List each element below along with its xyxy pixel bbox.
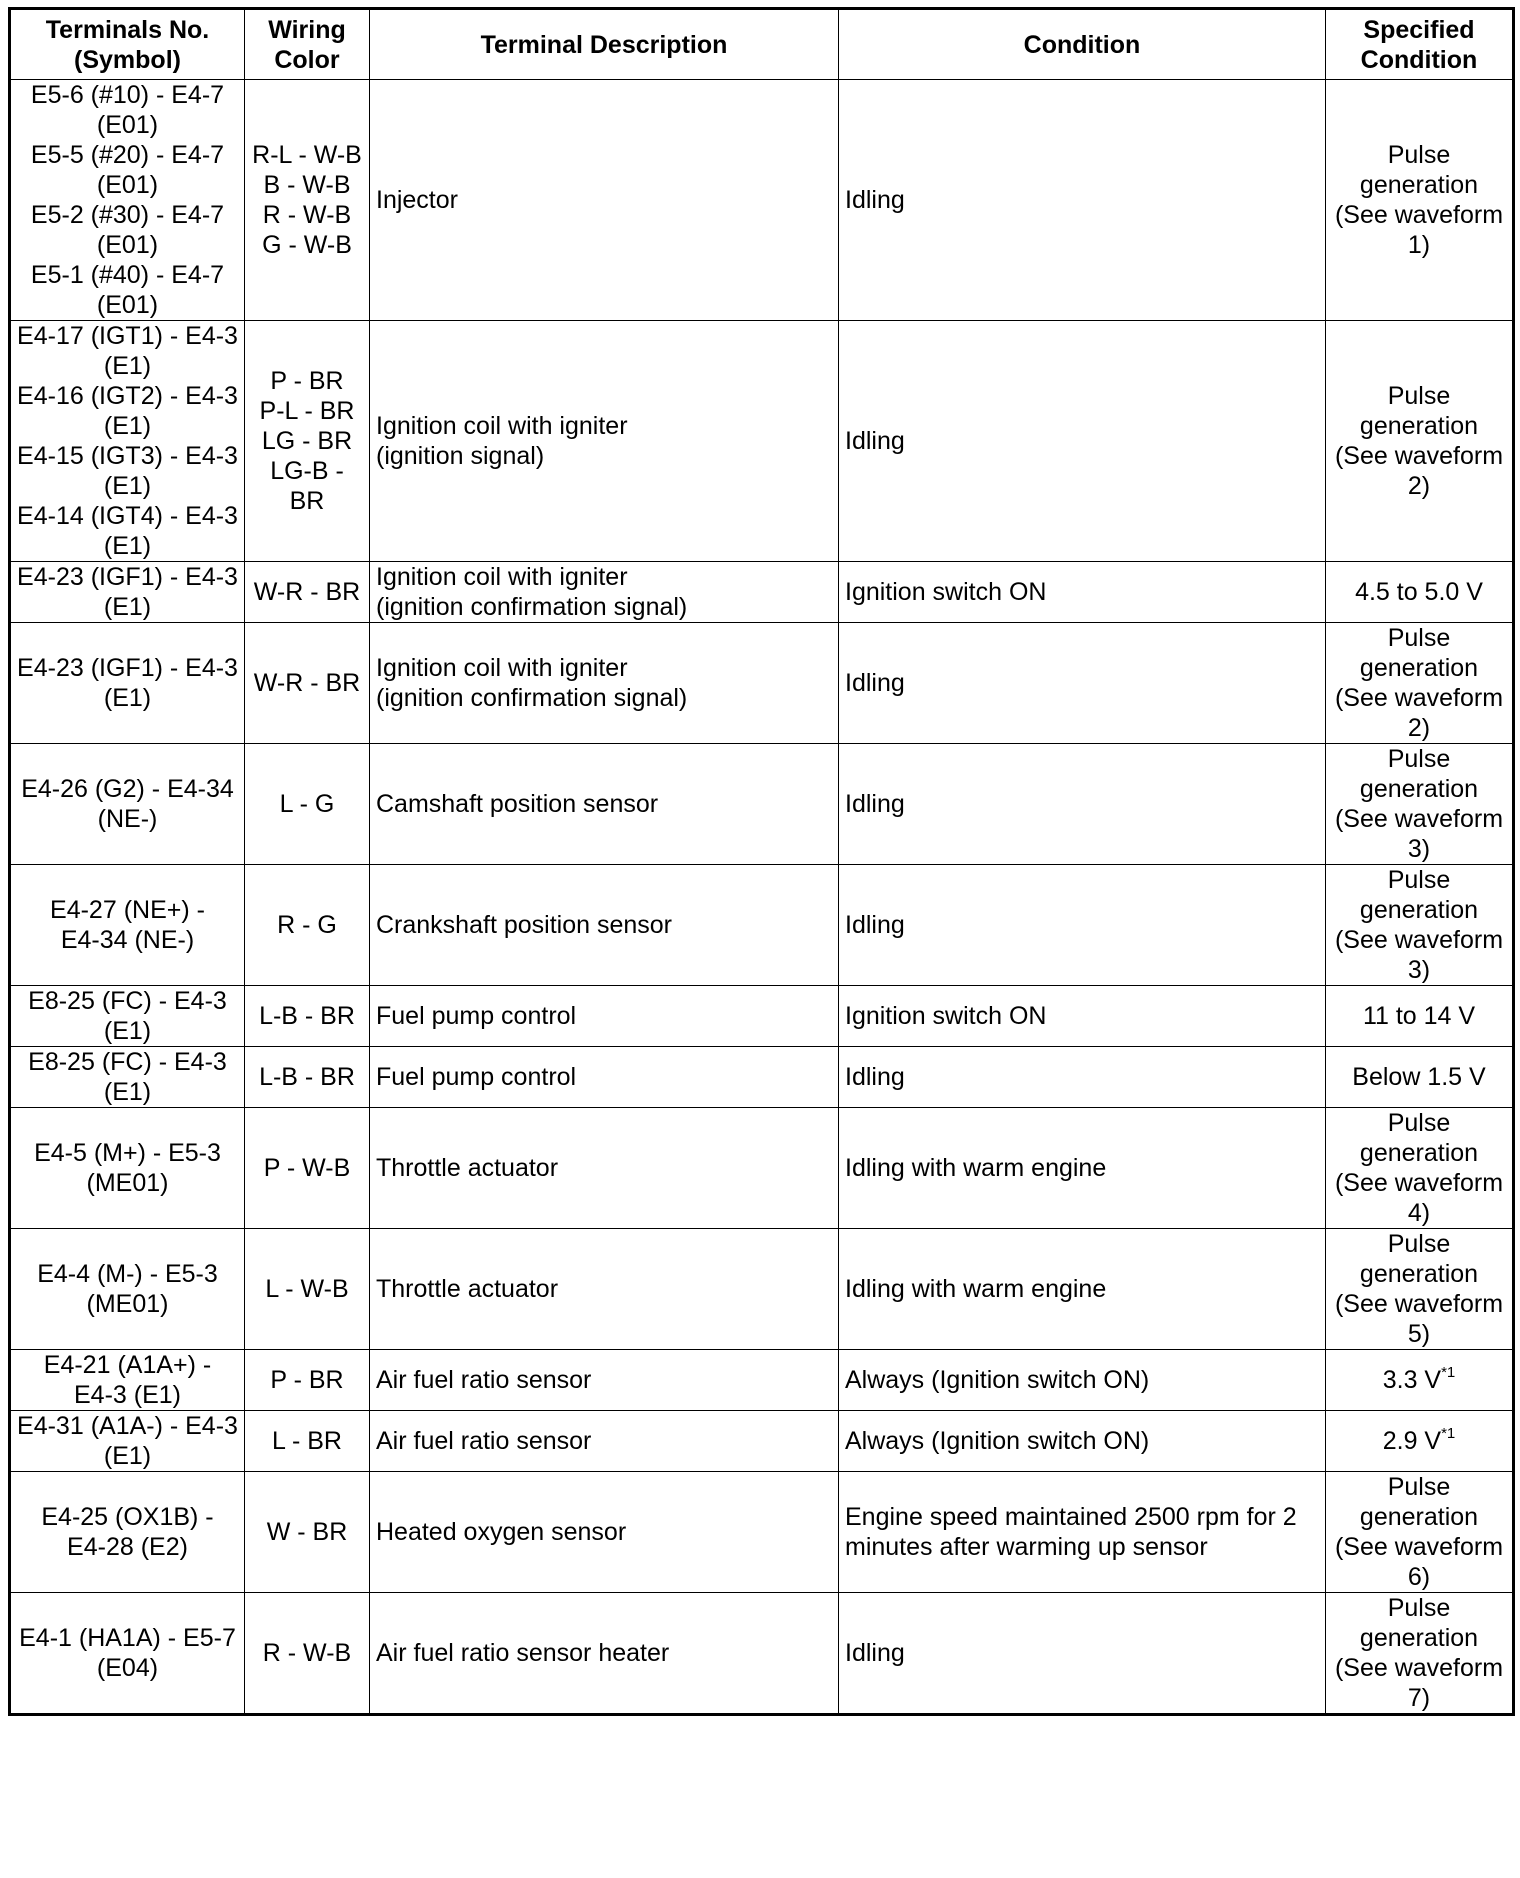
terminal-line: (E1) xyxy=(103,1078,152,1106)
condition-cell xyxy=(839,1108,1326,1229)
table-row xyxy=(10,1350,1514,1411)
description-line: Throttle actuator xyxy=(376,1275,559,1303)
condition-cell xyxy=(839,744,1326,865)
table-body xyxy=(10,80,1514,1715)
terminal-line: E4-21 (A1A+) - xyxy=(43,1351,212,1379)
specified-condition-cell xyxy=(1326,865,1514,986)
condition-cell xyxy=(839,865,1326,986)
specified-condition-cell xyxy=(1326,1593,1514,1715)
spec-value-with-note xyxy=(1332,1426,1506,1456)
wiring-color-cell xyxy=(245,562,370,623)
description-cell xyxy=(370,1229,839,1350)
wiring-color-line: R - W-B xyxy=(262,201,352,229)
table-row xyxy=(10,986,1514,1047)
terminal-line: E4-3 (E1) xyxy=(74,1381,181,1409)
specified-condition-line: 1) xyxy=(1407,231,1431,259)
description-line: (ignition signal) xyxy=(376,442,545,470)
specified-condition-line: (See waveform xyxy=(1334,1169,1504,1197)
specified-condition-line: (See waveform xyxy=(1334,1654,1504,1682)
table-row xyxy=(10,1411,1514,1472)
description-cell xyxy=(370,1350,839,1411)
condition-cell xyxy=(839,623,1326,744)
wiring-color-line: G - W-B xyxy=(262,231,352,259)
terminal-line: (E1) xyxy=(103,352,152,380)
terminal-line: E4-28 (E2) xyxy=(67,1533,188,1561)
specified-condition-line: generation xyxy=(1359,1624,1479,1652)
wiring-color-line: W - BR xyxy=(266,1518,348,1546)
terminal-cell xyxy=(10,623,245,744)
specified-condition-cell xyxy=(1326,986,1514,1047)
header-wiring-color xyxy=(245,9,370,80)
terminal-line: (E1) xyxy=(103,412,152,440)
description-cell xyxy=(370,1108,839,1229)
header-specified-condition xyxy=(1326,9,1514,80)
specified-condition-line: generation xyxy=(1359,896,1479,924)
table-row xyxy=(10,865,1514,986)
wiring-color-cell xyxy=(245,1047,370,1108)
specified-condition-line: Pulse xyxy=(1387,866,1451,894)
condition-line: Engine speed maintained 2500 rpm for 2 xyxy=(845,1503,1297,1531)
wiring-color-line: L-B - BR xyxy=(259,1002,355,1030)
description-cell xyxy=(370,321,839,562)
description-line: Ignition coil with igniter xyxy=(376,412,628,440)
specified-condition-line: (See waveform xyxy=(1334,201,1504,229)
terminal-cell xyxy=(10,1108,245,1229)
description-line: Air fuel ratio sensor xyxy=(376,1366,592,1394)
wiring-color-cell xyxy=(245,865,370,986)
wiring-color-line: LG-B - xyxy=(270,457,344,485)
terminal-cell xyxy=(10,80,245,321)
terminal-cell xyxy=(10,1350,245,1411)
wiring-color-line: L - W-B xyxy=(265,1275,349,1303)
description-cell xyxy=(370,562,839,623)
wiring-color-cell xyxy=(245,80,370,321)
terminal-spec-table xyxy=(8,7,1515,1716)
table-row xyxy=(10,1108,1514,1229)
terminal-line: (E01) xyxy=(96,291,159,319)
table-row xyxy=(10,562,1514,623)
table-row xyxy=(10,321,1514,562)
terminal-line: (E01) xyxy=(96,231,159,259)
specified-condition-line: 11 to 14 V xyxy=(1362,1002,1476,1030)
condition-cell xyxy=(839,1411,1326,1472)
wiring-color-cell xyxy=(245,1229,370,1350)
terminal-line: (ME01) xyxy=(86,1169,169,1197)
terminal-cell xyxy=(10,562,245,623)
header-wiring-line2: Color xyxy=(274,45,340,74)
terminal-line: E4-34 (NE-) xyxy=(60,926,195,954)
description-line: Fuel pump control xyxy=(376,1063,577,1091)
specified-condition-line: 4.5 to 5.0 V xyxy=(1355,578,1483,606)
condition-line: Always (Ignition switch ON) xyxy=(845,1366,1150,1394)
terminal-line: E4-1 (HA1A) - E5-7 xyxy=(19,1624,236,1652)
specified-condition-cell xyxy=(1326,1472,1514,1593)
specified-condition-line: (See waveform xyxy=(1334,442,1504,470)
specified-condition-line: Below 1.5 V xyxy=(1352,1063,1486,1091)
specified-condition-line: generation xyxy=(1359,775,1479,803)
wiring-color-line: R - G xyxy=(277,911,337,939)
description-line: Air fuel ratio sensor heater xyxy=(376,1639,670,1667)
specified-condition-line: Pulse xyxy=(1387,1473,1451,1501)
description-cell xyxy=(370,986,839,1047)
specified-condition-cell xyxy=(1326,1229,1514,1350)
table-row xyxy=(10,1472,1514,1593)
header-spec-line1: Specified xyxy=(1363,15,1475,44)
wiring-color-cell xyxy=(245,1411,370,1472)
wiring-color-cell xyxy=(245,1108,370,1229)
spec-value-with-note xyxy=(1332,1365,1506,1395)
wiring-color-line: W-R - BR xyxy=(253,578,361,606)
condition-line: Idling xyxy=(845,669,905,697)
wiring-color-line: R - W-B xyxy=(262,1639,352,1667)
specified-condition-line: Pulse xyxy=(1387,1230,1451,1258)
specified-condition-line: Pulse xyxy=(1387,1109,1451,1137)
condition-cell xyxy=(839,1047,1326,1108)
wiring-color-line: BR xyxy=(289,487,325,515)
specified-condition-line: 7) xyxy=(1407,1684,1431,1712)
specified-condition-line: generation xyxy=(1359,1260,1479,1288)
terminal-line: E5-2 (#30) - E4-7 xyxy=(30,201,225,229)
specified-condition-line: 3) xyxy=(1407,835,1431,863)
specified-condition-line: 2) xyxy=(1407,472,1431,500)
wiring-color-cell xyxy=(245,1472,370,1593)
table-row xyxy=(10,623,1514,744)
header-terminals-line1: Terminals No. xyxy=(45,15,210,44)
terminal-line: E4-23 (IGF1) - E4-3 xyxy=(17,563,238,591)
specified-condition-cell xyxy=(1326,1411,1514,1472)
wiring-color-cell xyxy=(245,1350,370,1411)
specified-condition-line: (See waveform xyxy=(1334,684,1504,712)
condition-line: Ignition switch ON xyxy=(845,1002,1047,1030)
wiring-color-line: L-B - BR xyxy=(259,1063,355,1091)
specified-condition-line: 3.3 V xyxy=(1382,1366,1442,1394)
table-row xyxy=(10,80,1514,321)
description-cell xyxy=(370,623,839,744)
specified-condition-line: 3) xyxy=(1407,956,1431,984)
wiring-color-line: W-R - BR xyxy=(253,669,361,697)
terminal-cell xyxy=(10,986,245,1047)
description-line: Ignition coil with igniter xyxy=(376,563,628,591)
condition-line: Idling xyxy=(845,186,905,214)
wiring-color-cell xyxy=(245,986,370,1047)
terminal-line: E4-5 (M+) - E5-3 xyxy=(34,1139,221,1167)
specified-condition-cell xyxy=(1326,623,1514,744)
terminal-line: (E01) xyxy=(96,111,159,139)
specified-condition-line: Pulse xyxy=(1387,141,1451,169)
condition-cell xyxy=(839,986,1326,1047)
description-line: Air fuel ratio sensor xyxy=(376,1427,592,1455)
terminal-line: (NE-) xyxy=(97,805,158,833)
specified-condition-line: (See waveform xyxy=(1334,1533,1504,1561)
terminal-line: E4-4 (M-) - E5-3 xyxy=(37,1260,218,1288)
specified-condition-line: generation xyxy=(1359,171,1479,199)
specified-condition-line: generation xyxy=(1359,412,1479,440)
specified-condition-line: Pulse xyxy=(1387,1594,1451,1622)
condition-line: Idling with warm engine xyxy=(845,1275,1107,1303)
terminal-line: (E1) xyxy=(103,684,152,712)
wiring-color-line: L - G xyxy=(279,790,335,818)
terminal-line: (E1) xyxy=(103,593,152,621)
condition-cell xyxy=(839,562,1326,623)
condition-line: Idling xyxy=(845,1639,905,1667)
terminal-line: E4-16 (IGT2) - E4-3 xyxy=(17,382,238,410)
footnote-marker: *1 xyxy=(1441,1425,1456,1442)
specified-condition-line: 5) xyxy=(1407,1320,1431,1348)
description-cell xyxy=(370,1472,839,1593)
terminal-cell xyxy=(10,1472,245,1593)
header-terminals-line2: (Symbol) xyxy=(74,45,181,74)
specified-condition-cell xyxy=(1326,321,1514,562)
specified-condition-line: (See waveform xyxy=(1334,805,1504,833)
condition-line: Idling xyxy=(845,790,905,818)
specified-condition-line: 6) xyxy=(1407,1563,1431,1591)
condition-cell xyxy=(839,321,1326,562)
terminal-line: (E1) xyxy=(103,1017,152,1045)
description-line: Injector xyxy=(376,186,458,214)
terminal-cell xyxy=(10,865,245,986)
wiring-color-line: LG - BR xyxy=(261,427,353,455)
description-line: Ignition coil with igniter xyxy=(376,654,628,682)
specified-condition-line: 2.9 V xyxy=(1382,1427,1442,1455)
terminal-line: E5-5 (#20) - E4-7 xyxy=(30,141,225,169)
specified-condition-line: Pulse xyxy=(1387,382,1451,410)
condition-cell xyxy=(839,1229,1326,1350)
terminal-line: (ME01) xyxy=(86,1290,169,1318)
header-terminal-description: Terminal Description xyxy=(370,9,839,80)
specified-condition-cell xyxy=(1326,1047,1514,1108)
terminal-line: (E1) xyxy=(103,472,152,500)
terminal-line: E8-25 (FC) - E4-3 xyxy=(28,1048,227,1076)
condition-line: Idling xyxy=(845,911,905,939)
specified-condition-cell xyxy=(1326,1108,1514,1229)
description-cell xyxy=(370,865,839,986)
description-line: Camshaft position sensor xyxy=(376,790,659,818)
terminal-line: E4-25 (OX1B) - xyxy=(41,1503,214,1531)
terminal-line: (E04) xyxy=(96,1654,159,1682)
wiring-color-line: P - BR xyxy=(270,1366,344,1394)
condition-cell xyxy=(839,1350,1326,1411)
terminal-cell xyxy=(10,1411,245,1472)
condition-line: Idling xyxy=(845,1063,905,1091)
description-line: Crankshaft position sensor xyxy=(376,911,672,939)
wiring-color-line: R-L - W-B xyxy=(252,141,362,169)
terminal-line: E4-27 (NE+) - xyxy=(50,896,205,924)
specified-condition-line: generation xyxy=(1359,654,1479,682)
terminal-cell xyxy=(10,321,245,562)
terminal-cell xyxy=(10,1229,245,1350)
terminal-line: E5-6 (#10) - E4-7 xyxy=(30,81,225,109)
terminal-line: E4-17 (IGT1) - E4-3 xyxy=(17,322,238,350)
terminal-line: E4-31 (A1A-) - E4-3 xyxy=(17,1412,238,1440)
terminal-line: E4-14 (IGT4) - E4-3 xyxy=(17,502,238,530)
condition-line: Ignition switch ON xyxy=(845,578,1047,606)
terminal-line: E4-26 (G2) - E4-34 xyxy=(21,775,234,803)
description-line: Heated oxygen sensor xyxy=(376,1518,627,1546)
wiring-color-cell xyxy=(245,1593,370,1715)
description-line: Throttle actuator xyxy=(376,1154,559,1182)
terminal-line: E4-15 (IGT3) - E4-3 xyxy=(17,442,238,470)
terminal-line: (E1) xyxy=(103,1442,152,1470)
condition-cell xyxy=(839,80,1326,321)
description-cell xyxy=(370,1411,839,1472)
description-line: (ignition confirmation signal) xyxy=(376,684,688,712)
wiring-color-cell xyxy=(245,623,370,744)
wiring-color-line: P - W-B xyxy=(263,1154,351,1182)
terminal-cell xyxy=(10,1593,245,1715)
header-condition: Condition xyxy=(839,9,1326,80)
specified-condition-line: Pulse xyxy=(1387,624,1451,652)
description-cell xyxy=(370,1593,839,1715)
condition-line: Always (Ignition switch ON) xyxy=(845,1427,1150,1455)
specified-condition-cell xyxy=(1326,1350,1514,1411)
specified-condition-line: Pulse xyxy=(1387,745,1451,773)
description-line: Fuel pump control xyxy=(376,1002,577,1030)
specified-condition-line: 2) xyxy=(1407,714,1431,742)
description-line: (ignition confirmation signal) xyxy=(376,593,688,621)
specified-condition-line: generation xyxy=(1359,1503,1479,1531)
condition-line: minutes after warming up sensor xyxy=(845,1533,1208,1561)
specified-condition-cell xyxy=(1326,562,1514,623)
specified-condition-cell xyxy=(1326,744,1514,865)
terminal-line: (E01) xyxy=(96,171,159,199)
footnote-marker: *1 xyxy=(1441,1364,1456,1381)
condition-cell xyxy=(839,1472,1326,1593)
specified-condition-line: (See waveform xyxy=(1334,926,1504,954)
wiring-color-cell xyxy=(245,321,370,562)
specified-condition-line: 4) xyxy=(1407,1199,1431,1227)
description-cell xyxy=(370,744,839,865)
specified-condition-cell xyxy=(1326,80,1514,321)
wiring-color-cell xyxy=(245,744,370,865)
terminal-line: E5-1 (#40) - E4-7 xyxy=(30,261,225,289)
table-row xyxy=(10,744,1514,865)
description-cell xyxy=(370,80,839,321)
terminal-line: E4-23 (IGF1) - E4-3 xyxy=(17,654,238,682)
description-cell xyxy=(370,1047,839,1108)
condition-line: Idling xyxy=(845,427,905,455)
condition-cell xyxy=(839,1593,1326,1715)
terminal-cell xyxy=(10,744,245,865)
terminal-line: E8-25 (FC) - E4-3 xyxy=(28,987,227,1015)
table-row xyxy=(10,1047,1514,1108)
condition-line: Idling with warm engine xyxy=(845,1154,1107,1182)
wiring-color-line: P-L - BR xyxy=(259,397,355,425)
header-wiring-line1: Wiring xyxy=(268,15,346,44)
wiring-color-line: L - BR xyxy=(272,1427,342,1455)
specified-condition-line: (See waveform xyxy=(1334,1290,1504,1318)
header-terminals xyxy=(10,9,245,80)
wiring-color-line: B - W-B xyxy=(263,171,351,199)
terminal-cell xyxy=(10,1047,245,1108)
terminal-line: (E1) xyxy=(103,532,152,560)
specified-condition-line: generation xyxy=(1359,1139,1479,1167)
header-row xyxy=(10,9,1514,80)
header-spec-line2: Condition xyxy=(1360,45,1478,74)
table-row xyxy=(10,1229,1514,1350)
table-row xyxy=(10,1593,1514,1715)
wiring-color-line: P - BR xyxy=(270,367,344,395)
